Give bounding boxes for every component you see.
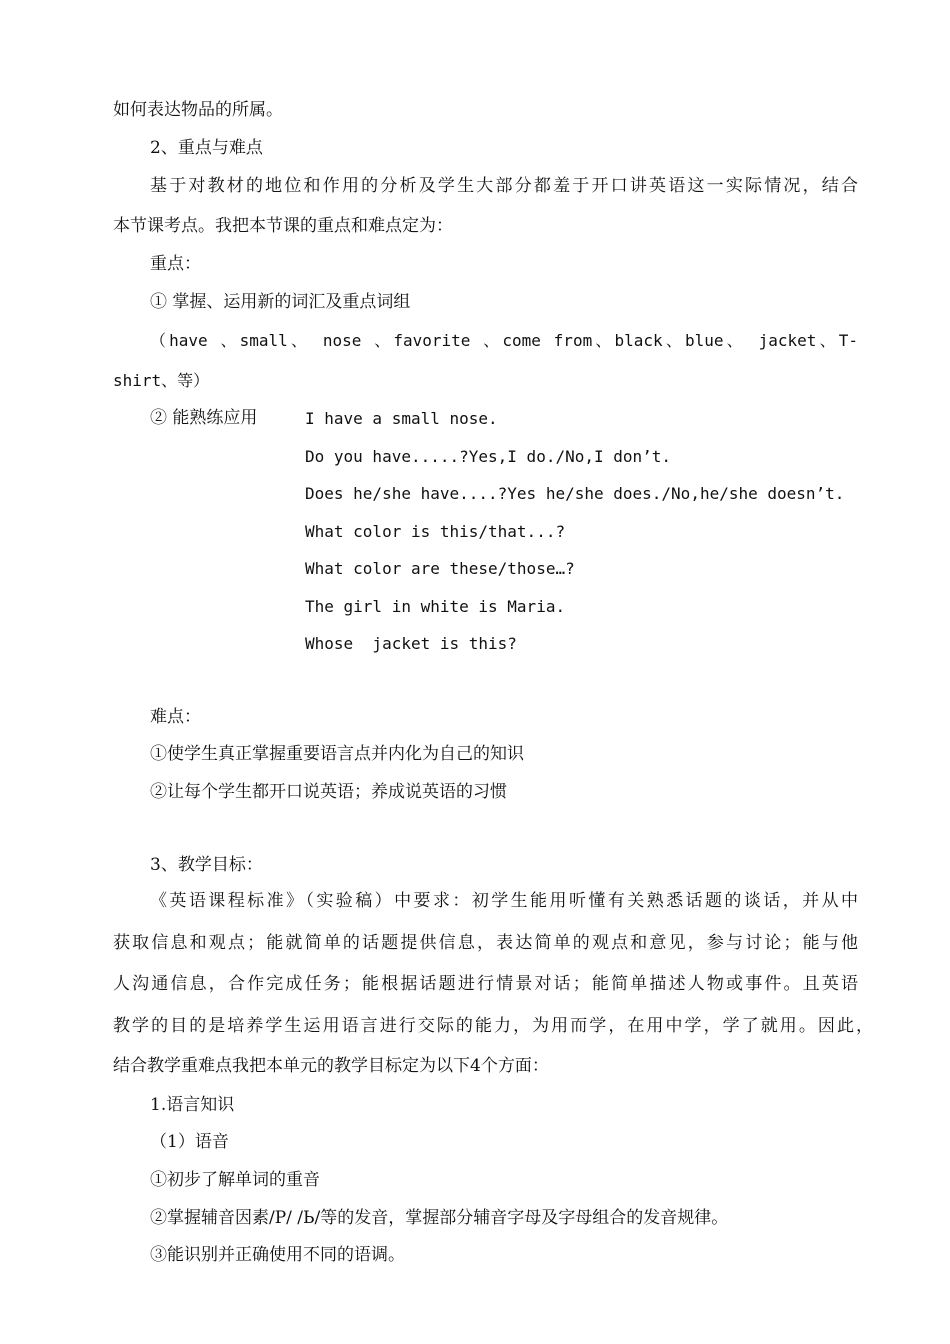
paragraph-line: 结合教学重难点我把本单元的教学目标定为以下4个方面：: [113, 1056, 549, 1076]
paragraph-line: 本节课考点。我把本节课的重点和难点定为：: [113, 216, 453, 236]
list-item: ②让每个学生都开口说英语；养成说英语的习惯: [150, 782, 507, 802]
section-heading: 3、教学目标：: [150, 855, 263, 875]
paragraph-line: 人沟通信息，合作完成任务；能根据话题进行情景对话；能简单描述人物或事件。且英语: [113, 974, 858, 994]
sentence-pattern: What color are these/those…?: [305, 559, 575, 578]
sentence-pattern: Whose jacket is this?: [305, 634, 517, 653]
list-item: ② 能熟练应用: [150, 408, 258, 428]
sentence-pattern: Do you have.....?Yes,I do./No,I don’t.: [305, 447, 672, 466]
list-item: ②掌握辅音因素/P/ /Ь/等的发音，掌握部分辅音字母及字母组合的发音规律。: [150, 1208, 729, 1228]
paragraph-line: 教学的目的是培养学生运用语言进行交际的能力，为用而学，在用中学，学了就用。因此，: [113, 1016, 873, 1036]
list-item: ①初步了解单词的重音: [150, 1170, 320, 1190]
section-heading: 2、重点与难点: [150, 138, 263, 158]
vocab-line: shirt、等）: [113, 371, 210, 390]
sentence-pattern: I have a small nose.: [305, 409, 498, 428]
list-item: ① 掌握、运用新的词汇及重点词组: [150, 292, 411, 312]
vocab-line: （have 、small、 nose 、favorite 、come from、black、blue、 jacket、T-: [150, 331, 858, 350]
paragraph-line: 基于对教材的地位和作用的分析及学生大部分都羞于开口讲英语这一实际情况，结合: [150, 176, 858, 196]
paragraph-line: 《英语课程标准》（实验稿）中要求：初学生能用听懂有关熟悉话题的谈话，并从中: [150, 891, 858, 911]
sentence-pattern: Does he/she have....?Yes he/she does./No,he/she doesn’t.: [305, 484, 845, 503]
paragraph-line: 获取信息和观点；能就简单的话题提供信息，表达简单的观点和意见，参与讨论；能与他: [113, 933, 858, 953]
subsection-heading: （1）语音: [150, 1132, 229, 1152]
list-item: ①使学生真正掌握重要语言点并内化为自己的知识: [150, 744, 524, 764]
list-item: ③能识别并正确使用不同的语调。: [150, 1245, 405, 1265]
sentence-pattern: What color is this/that...?: [305, 522, 566, 541]
subheading-key-points: 重点：: [150, 254, 201, 274]
subheading-difficulties: 难点：: [150, 707, 201, 727]
subsection-heading: 1.语言知识: [150, 1095, 235, 1115]
sentence-pattern: The girl in white is Maria.: [305, 597, 566, 616]
text-line: 如何表达物品的所属。: [113, 100, 283, 120]
